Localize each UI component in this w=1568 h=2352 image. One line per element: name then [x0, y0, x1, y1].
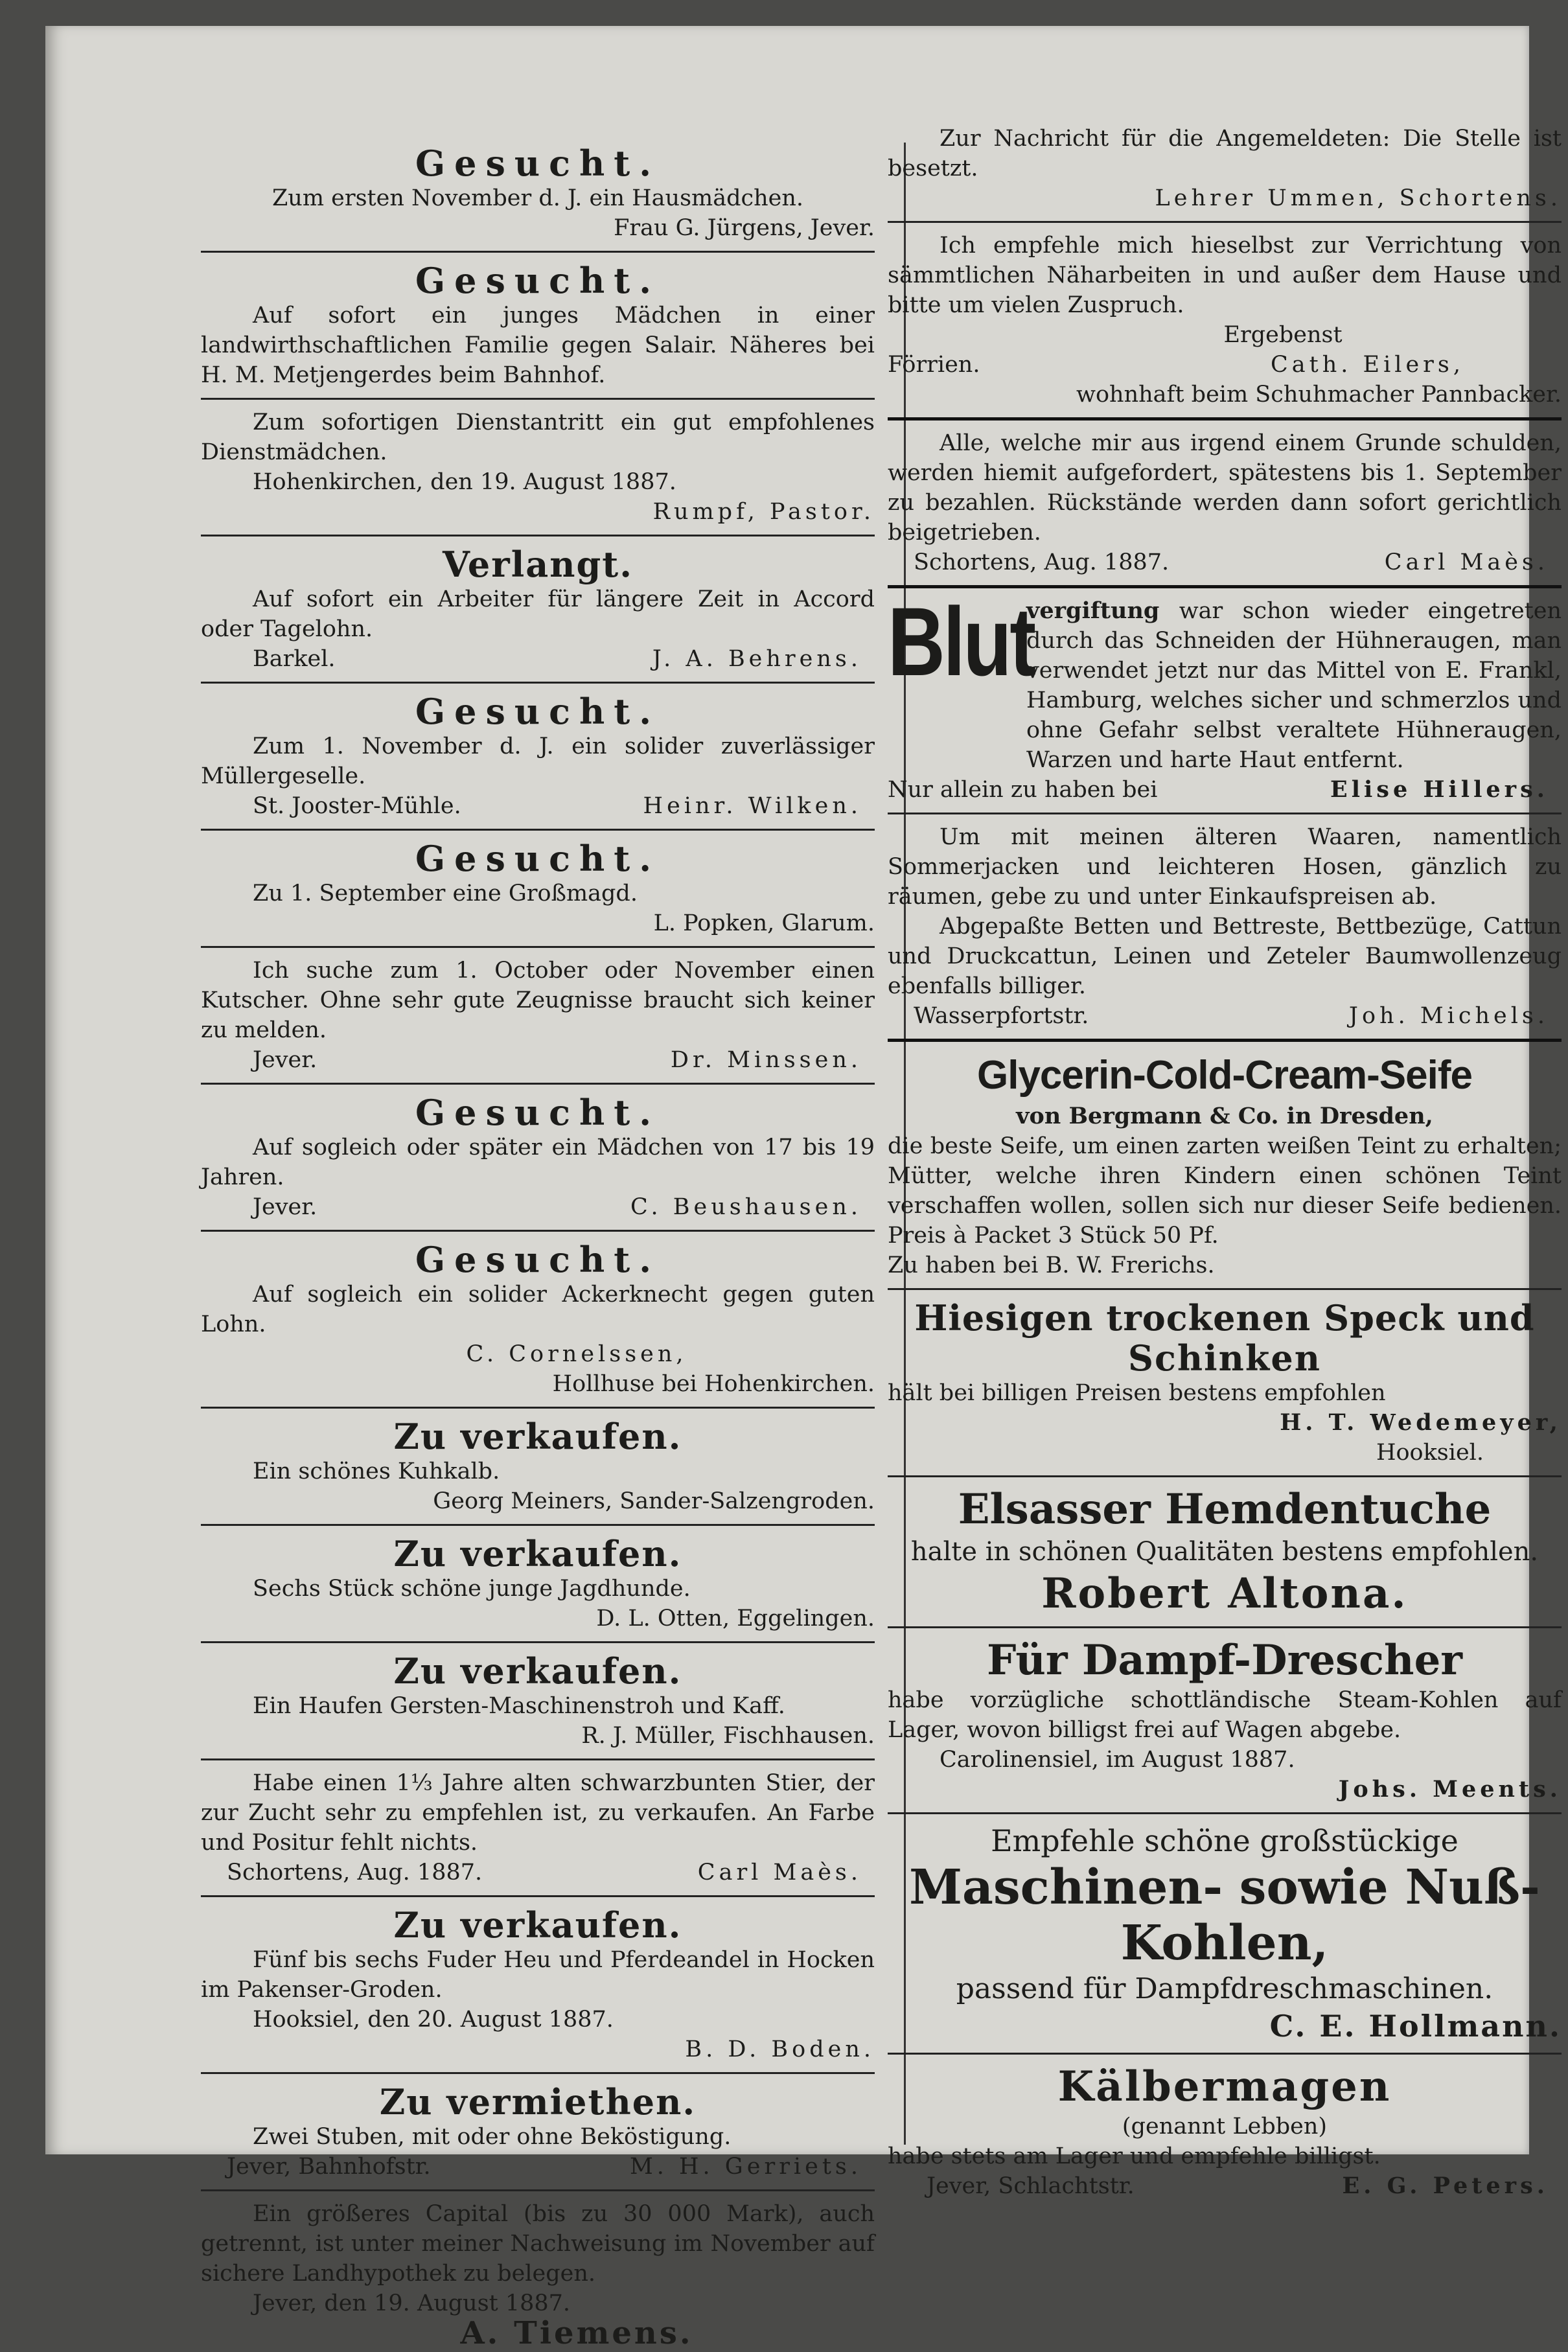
ad-tiemens [201, 2195, 875, 2352]
ad-popken [201, 835, 875, 942]
ad-hollmann [888, 1818, 1562, 2049]
ad-meiners [201, 1412, 875, 1520]
ad-blut [888, 587, 1562, 809]
ad-title: Für Dampf-Drescher [987, 1636, 1462, 1685]
ad-signature: Georg Meiners, Sander-Salzengroden. [433, 1488, 875, 1514]
ad-line-4: passend für Dampfdreschmaschinen. [956, 1972, 1493, 2005]
ad-place: Förrien. [888, 352, 980, 378]
ad-text: Auf sofort ein junges Mädchen in einer landwirthschaftlichen Familie gegen Salair. Näheres bei H. M. Metjengerdes beim Bahnhof. [201, 303, 875, 388]
rule [888, 2053, 1562, 2055]
ad-heading: Gesucht. [415, 1239, 661, 1280]
rule [201, 946, 875, 948]
ad-signature: E. G. Peters. [1342, 2173, 1549, 2199]
ad-text: Ein Haufen Gersten-Maschinenstroh und Kaff. [253, 1693, 785, 1719]
ad-meents [888, 1632, 1562, 1808]
ad-title: Glycerin-Cold-Cream-Seife [977, 1053, 1472, 1098]
ad-gerriets [201, 2078, 875, 2185]
ad-heading: Gesucht. [415, 691, 661, 732]
ad-signature: Elise Hillers. [1330, 776, 1549, 803]
rule [888, 417, 1562, 421]
ad-line-2: Maschinen- sowie Nuß- [909, 1860, 1540, 1915]
ad-text: Auf sogleich oder später ein Mädchen von 17 bis 19 Jahren. [201, 1135, 875, 1190]
ad-signature: Joh. Michels. [1348, 1003, 1549, 1029]
ad-title: Kälbermagen [1057, 2062, 1392, 2111]
ad-text: Habe einen 1⅓ Jahre alten schwarzbunten Stier, der zur Zucht sehr zu empfehlen ist, zu verkaufen. An Farbe und Positur fehlt nichts. [201, 1770, 875, 1856]
ad-ummen [888, 120, 1562, 217]
rule [201, 1524, 875, 1526]
ad-signature: J. A. Behrens. [652, 646, 862, 672]
ad-heading: Zu verkaufen. [393, 1650, 682, 1692]
ad-text: halte in schönen Qualitäten bestens empfohlen. [910, 1537, 1539, 1567]
ad-boden [201, 1901, 875, 2068]
ad-signature: Robert Altona. [1041, 1569, 1408, 1618]
ad-text: Ein schönes Kuhkalb. [253, 1458, 500, 1484]
ad-text: Zum ersten November d. J. ein Hausmädchen. [271, 185, 804, 211]
ad-text: habe stets am Lager und empfehle billigst. [888, 2143, 1381, 2169]
ad-text: habe vorzügliche schottländische Steam-Kohlen auf Lager, wovon billigst frei auf Wagen abgebe. [888, 1687, 1562, 1743]
ad-place: Barkel. [253, 646, 336, 672]
rule [201, 1895, 875, 1897]
ad-signature: C. E. Hollmann. [1269, 2009, 1562, 2044]
ad-heading: Zu verkaufen. [393, 1416, 682, 1457]
blut-lead-word: vergiftung [1026, 597, 1160, 624]
ad-rumpf [201, 404, 875, 531]
ad-text: Alle, welche mir aus irgend einem Grunde schulden, werden hiemit aufgefordert, spätestens bis 1. September zu bezahlen. Rückstände werden dann sofort gerichtlich beigetrieben. [888, 430, 1562, 546]
ad-heading: Gesucht. [415, 838, 661, 879]
ad-heading: Gesucht. [415, 1092, 661, 1133]
ad-signature: D. L. Otten, Eggelingen. [596, 1606, 875, 1631]
rule [888, 1626, 1562, 1628]
ad-text: Zu 1. September eine Großmagd. [253, 881, 638, 906]
ad-heading: Verlangt. [442, 544, 633, 585]
ad-signature: A. Tiemens. [460, 2315, 693, 2351]
ad-place: Jever. [253, 1194, 317, 1220]
ad-behrens [201, 540, 875, 678]
ad-signature: Johs. Meents. [1338, 1776, 1562, 1803]
ad-line-3: Kohlen, [1120, 1915, 1329, 1971]
ad-mueller [201, 1647, 875, 1755]
ad-glycerin [888, 1046, 1562, 1284]
ad-text: Zum sofortigen Dienstantritt ein gut empfohlenes Dienstmädchen. [201, 409, 875, 465]
ad-text: Zum 1. November d. J. ein solider zuverlässiger Müllergeselle. [201, 733, 875, 789]
blut-big-word: Blut [888, 587, 1034, 696]
rule [888, 221, 1562, 223]
ad-place: Jever, den 19. August 1887. [253, 2290, 571, 2316]
ad-line-1: Empfehle schöne großstückige [991, 1823, 1458, 1858]
ad-beushausen [201, 1089, 875, 1226]
ad-peters [888, 2058, 1562, 2205]
rule [201, 1407, 875, 1409]
ad-signature: L. Popken, Glarum. [653, 910, 875, 936]
ad-heading: Gesucht. [415, 143, 661, 184]
ad-text: Auf sogleich ein solider Ackerknecht gegen guten Lohn. [201, 1282, 875, 1337]
ad-title-2: Schinken [1128, 1337, 1321, 1379]
ad-place: Hooksiel, den 20. August 1887. [253, 2007, 614, 2033]
ad-text: Zur Nachricht für die Angemeldeten: Die Stelle ist besetzt. [888, 126, 1562, 181]
ad-only-at: Nur allein zu haben bei [888, 777, 1158, 803]
rule [201, 2189, 875, 2191]
ad-signature: Rumpf, Pastor. [652, 499, 875, 525]
ad-title: Hiesigen trockenen Speck und [914, 1297, 1535, 1339]
rule [201, 535, 875, 536]
ad-signature: Cath. Eilers, [1271, 352, 1464, 378]
rule [201, 829, 875, 831]
rule [201, 1641, 875, 1643]
ad-text: Ich suche zum 1. October oder November einen Kutscher. Ohne sehr gute Zeugnisse braucht sich keiner zu melden. [201, 958, 875, 1043]
right-column [888, 120, 1562, 2205]
ad-maes-schulden [888, 424, 1562, 581]
rule [201, 2072, 875, 2074]
ad-signature-address: wohnhaft beim Schuhmacher Pannbacker. [1076, 382, 1562, 408]
rule [201, 251, 875, 253]
ad-otten [201, 1530, 875, 1637]
ad-altona [888, 1481, 1562, 1622]
ad-signature: C. Beushausen. [630, 1194, 862, 1220]
ad-signature: R. J. Müller, Fischhausen. [581, 1723, 875, 1749]
ad-text: Um mit meinen älteren Waaren, namentlich Sommerjacken und leichteren Hosen, gänzlich zu räumen, gebe zu und unter Einkaufspreisen ab. [888, 824, 1562, 910]
ad-place: Schortens, Aug. 1887. [914, 549, 1170, 575]
ad-text-2: Abgepaßte Betten und Bettreste, Bettbezüge, Cattun und Druckcattun, Leinen und Zeteler Baumwollenzeug ebenfalls billiger. [888, 914, 1562, 999]
ad-sold-at: Zu haben bei B. W. Frerichs. [888, 1252, 1215, 1278]
ad-signature: M. H. Gerriets. [629, 2154, 862, 2180]
ad-michels [888, 818, 1562, 1035]
ad-text: Fünf bis sechs Fuder Heu und Pferdeandel in Hocken im Pakenser-Groden. [201, 1947, 875, 2003]
ad-signature: Heinr. Wilken. [643, 793, 862, 819]
ad-heading: Zu verkaufen. [393, 1533, 682, 1574]
ad-place: Schortens, Aug. 1887. [227, 1860, 483, 1885]
ad-text: Zwei Stuben, mit oder ohne Beköstigung. [253, 2124, 732, 2150]
ad-text: war schon wieder eingetreten durch das Schneiden der Hühneraugen, man verwendet jetzt nur das Mittel von E. Frankl, Hamburg, welches sicher und schmerzlos und ohne Gefahr selbst veraltete Hühneraugen, Warzen und harte Haut entfernt. [1026, 598, 1562, 773]
ad-place: Jever. [253, 1047, 317, 1073]
ad-wedemeyer [888, 1294, 1562, 1471]
ad-place: Carolinensiel, im August 1887. [940, 1747, 1295, 1773]
ad-signature: Frau G. Jürgens, Jever. [614, 215, 875, 241]
ad-place: Jever, Bahnhofstr. [227, 2154, 431, 2180]
ad-title: Elsasser Hemdentuche [958, 1485, 1492, 1534]
ad-maes-stier [201, 1764, 875, 1891]
left-column [201, 139, 875, 2352]
ad-maker: von Bergmann & Co. in Dresden, [1016, 1103, 1433, 1129]
newspaper-page [45, 26, 1562, 2351]
rule [888, 1288, 1562, 1290]
rule [201, 1758, 875, 1760]
ad-text: Ein größeres Capital (bis zu 30 000 Mark), auch getrennt, ist unter meiner Nachweisung im November auf sichere Landhypothek zu belegen. [201, 2201, 875, 2287]
ad-juergens [201, 139, 875, 247]
ad-signature: Lehrer Ummen, Schortens. [1155, 185, 1562, 211]
ad-heading: Zu vermiethen. [379, 2081, 697, 2123]
ad-signature: H. T. Wedemeyer, [1280, 1409, 1562, 1436]
ad-signature: B. D. Boden. [685, 2036, 875, 2062]
rule [201, 1230, 875, 1232]
ad-heading: Gesucht. [415, 260, 661, 301]
ad-place: St. Jooster-Mühle. [253, 793, 461, 819]
ad-minssen [201, 952, 875, 1079]
ad-wilken [201, 687, 875, 825]
ad-greeting: Ergebenst [1223, 322, 1343, 348]
ad-heading: Zu verkaufen. [393, 1904, 682, 1946]
ad-place: Hooksiel. [1376, 1440, 1484, 1466]
ad-text: Sechs Stück schöne junge Jagdhunde. [253, 1576, 691, 1602]
ad-place: Wasserpfortstr. [914, 1003, 1089, 1029]
ad-subtitle: (genannt Lebben) [1122, 2114, 1328, 2139]
ad-eilers [888, 227, 1562, 413]
ad-place: Hohenkirchen, den 19. August 1887. [253, 469, 676, 495]
rule [888, 813, 1562, 814]
rule [201, 1083, 875, 1085]
ad-text: hält bei billigen Preisen bestens empfohlen [888, 1380, 1386, 1406]
ad-cornelssen [201, 1236, 875, 1403]
ad-signature: C. Cornelssen, [466, 1341, 687, 1367]
ad-place: Jever, Schlachtstr. [927, 2173, 1135, 2199]
ad-text: Ich empfehle mich hieselbst zur Verrichtung von sämmtlichen Näharbeiten in und außer dem Hause und bitte um vielen Zuspruch. [888, 233, 1562, 318]
ad-text: Auf sofort ein Arbeiter für längere Zeit in Accord oder Tagelohn. [201, 586, 875, 642]
rule [888, 1475, 1562, 1477]
ad-signature: Carl Maès. [1384, 549, 1549, 575]
rule [201, 398, 875, 400]
rule [888, 1039, 1562, 1042]
ad-signature: Dr. Minssen. [670, 1047, 862, 1073]
rule [888, 1812, 1562, 1814]
ad-signature-place: Hollhuse bei Hohenkirchen. [552, 1371, 875, 1397]
ad-text: die beste Seife, um einen zarten weißen Teint zu erhalten; Mütter, welche ihren Kindern einen schönen Teint verschaffen wollen, sollen sich nur dieser Seife bedienen. Preis à Packet 3 Stück 50 Pf. [888, 1133, 1562, 1249]
rule [201, 682, 875, 684]
ad-metjengerdes [201, 257, 875, 394]
ad-signature: Carl Maès. [697, 1860, 862, 1885]
